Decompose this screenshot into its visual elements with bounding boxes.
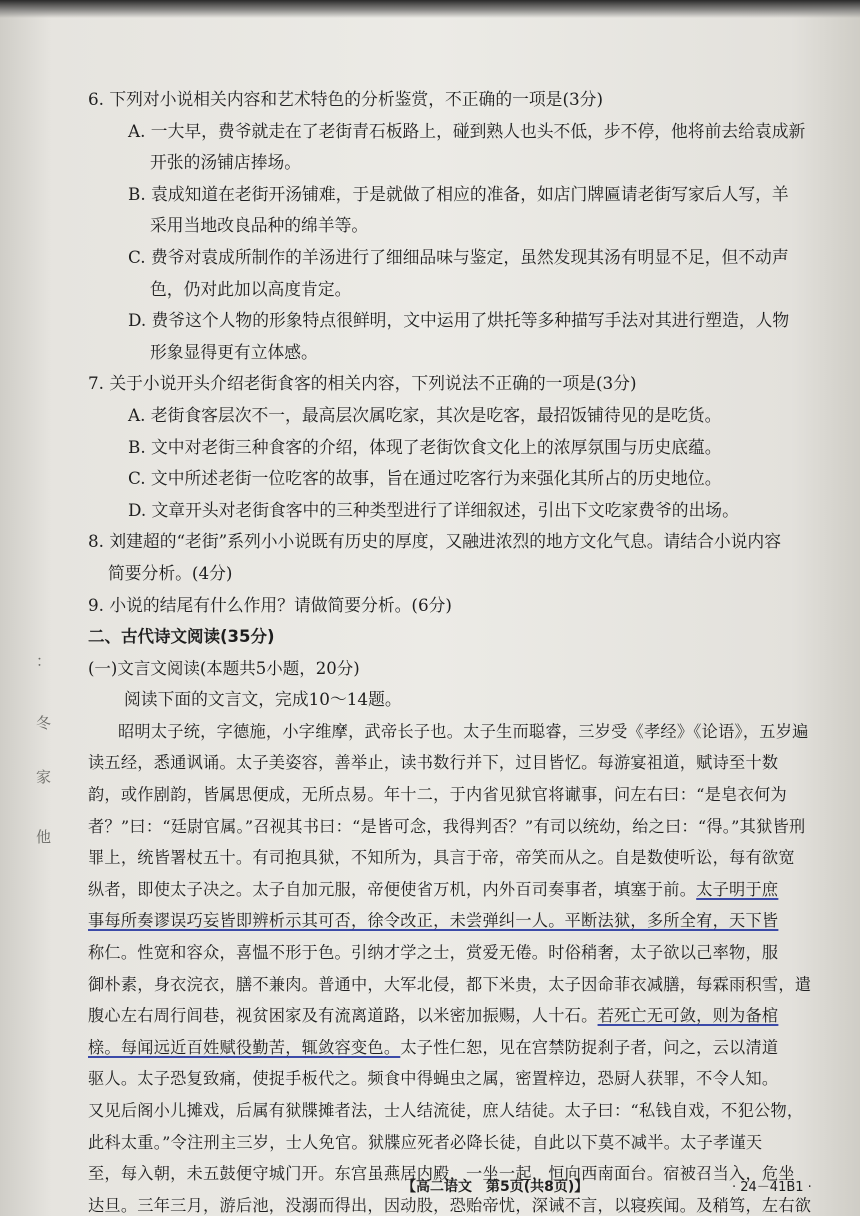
question-7-option-a: A. 老街食客层次不一，最高层次属吃家，其次是吃客，最招饭铺待见的是吃货。: [128, 404, 722, 425]
question-8-cont: 简要分析。(4分): [108, 562, 233, 583]
margin-mark: 家: [36, 768, 52, 786]
passage-line: 又见后阁小儿摊戏，后属有狱牒摊者法，士人结流徒，庶人结徒。太子曰：“私钱自戏，不犯公物，: [88, 1101, 804, 1120]
passage-line: [88, 905, 818, 937]
passage-line: 此科太重。”令注刑主三岁，士人免官。狱牒应死者必降长徒，自此以下莫不减半。太子孝谨天: [88, 1132, 763, 1152]
question-6-option-d: D. 费爷这个人物的形象特点很鲜明，文中运用了烘托等多种描写手法对其进行塑造，人物: [128, 310, 790, 331]
scan-top-shadow: [0, 0, 860, 18]
question-6-option-a-cont: 开张的汤铺店捧场。: [150, 152, 302, 173]
passage-line: [88, 1000, 818, 1032]
question-6-option-b-cont: 采用当地改良品种的绵羊等。: [150, 215, 369, 236]
question-9: 9. 小说的结尾有什么作用？请做简要分析。(6分): [88, 594, 452, 615]
question-8: 8. 刘建超的“老街”系列小小说既有历史的厚度，又融进浓烈的地方文化气息。请结合小说内容: [88, 531, 781, 552]
underlined-sentence: 榇。每闻远近百姓赋役勤苦，辄敛容变色。: [88, 1037, 401, 1057]
question-6-option-d-cont: 形象显得更有立体感。: [150, 341, 318, 362]
question-6-option-c: C. 费爷对袁成所制作的羊汤进行了细细品味与鉴定，虽然发现其汤有明显不足，但不动声: [128, 246, 789, 267]
passage-text: 纵者，即使太子决之。太子自加元服，帝便使省万机，内外百司奏事者，填塞于前。: [88, 879, 697, 899]
passage-line: 罪上，统皆署杖五十。有司抱具狱，不知所为，具言于帝，帝笑而从之。自是数使听讼，每有欲宽: [88, 848, 795, 868]
underlined-sentence: 太子明于庶: [696, 879, 779, 899]
underlined-sentence: 事每所奏谬误巧妄皆即辨析示其可否，徐令改正，未尝弹纠一人。平断法狱，多所全宥，天下皆: [88, 911, 779, 931]
passage-line: 达旦。三年三月，游后池，没溺而得出，因动股，恐贻帝忧，深诫不言，以寝疾闻。及稍笃，左右欲: [88, 1195, 812, 1215]
passage-line: 称仁。性宽和容众，喜愠不形于色。引纳才学之士，赏爱无倦。时俗稍奢，太子欲以己率物，服: [88, 943, 779, 963]
section-2-title: 二、古代诗文阅读(35分): [88, 627, 275, 647]
margin-mark: ：: [36, 652, 52, 670]
passage-text: 太子性仁恕，见在宫禁防捉刹子者，问之，云以清道: [400, 1037, 779, 1057]
page-footer: [0, 1176, 860, 1200]
passage-line: 至，每入朝，未五鼓便守城门开。东宫虽燕居内殿，一坐一起，恒向西南面台。宿被召当入，危坐: [88, 1164, 795, 1184]
question-6-option-a: A. 一大早，费爷就走在了老街青石板路上，碰到熟人也头不低，步不停，他将前去给袁成新: [128, 120, 806, 141]
section-2-instruction: 阅读下面的文言文，完成10～14题。: [124, 689, 402, 710]
footer-exam-code: · 24－41B1 ·: [732, 1180, 812, 1195]
page-content: [88, 84, 818, 1216]
passage-line: 昭明太子统，字德施，小字维摩，武帝长子也。太子生而聪睿，三岁受《孝经》《论语》，五岁遍: [118, 721, 809, 741]
question-6-option-b: B. 袁成知道在老街开汤铺难，于是就做了相应的准备，如店门牌匾请老街写家后人写，羊: [128, 183, 789, 204]
passage-line: 御朴素，身衣浣衣，膳不兼肉。普通中，大军北侵，都下米贵，太子因命菲衣减膳，每霖雨积雪，遣: [88, 974, 812, 994]
question-7-option-b: B. 文中对老街三种食客的介绍，体现了老街饮食文化上的浓厚氛围与历史底蕴。: [128, 436, 722, 457]
question-7-stem: 7. 关于小说开头介绍老街食客的相关内容，下列说法不正确的一项是(3分): [88, 373, 637, 394]
question-6-option-c-cont: 色，仍对此加以高度肯定。: [150, 278, 352, 299]
passage-line: [88, 1032, 818, 1064]
question-7-option-d: D. 文章开头对老街食客中的三种类型进行了详细叙述，引出下文吃家费爷的出场。: [128, 499, 739, 520]
question-6-stem: 6. 下列对小说相关内容和艺术特色的分析鉴赏，不正确的一项是(3分): [88, 89, 603, 109]
passage-line: 读五经，悉通讽诵。太子美姿容，善举止，读书数行并下，过目皆忆。每游宴祖道，赋诗至十数: [88, 753, 779, 773]
passage-line: 韵，或作剧韵，皆属思便成，无所点易。年十二，于内省见狱官将谳事，问左右曰：“是皂衣何为: [88, 785, 787, 805]
passage-line: 驱人。太子恐复致痛，使捉手板代之。频食中得蝇虫之属，密置梓边，恐厨人获罪，不令人知。: [88, 1069, 779, 1089]
passage-line: [88, 874, 818, 906]
section-2-subtitle: (一)文言文阅读(本题共5小题，20分): [88, 658, 360, 678]
margin-mark: 他: [36, 828, 52, 846]
underlined-sentence: 若死亡无可敛，则为备棺: [597, 1006, 779, 1026]
question-7-option-c: C. 文中所述老街一位吃客的故事，旨在通过吃客行为来强化其所占的历史地位。: [128, 468, 722, 489]
passage-line: 者？”曰：“廷尉官属。”召视其书曰：“是皆可念，我得判否？”有司以统幼，绐之曰：“得。”其狱皆刑: [88, 816, 806, 836]
passage-text: 腹心左右周行闾巷，视贫困家及有流离道路，以米密加振赐，人十石。: [88, 1006, 598, 1026]
footer-page-info: 【高二语文 第5页(共8页)】: [402, 1179, 589, 1195]
margin-mark: 冬: [36, 714, 52, 732]
